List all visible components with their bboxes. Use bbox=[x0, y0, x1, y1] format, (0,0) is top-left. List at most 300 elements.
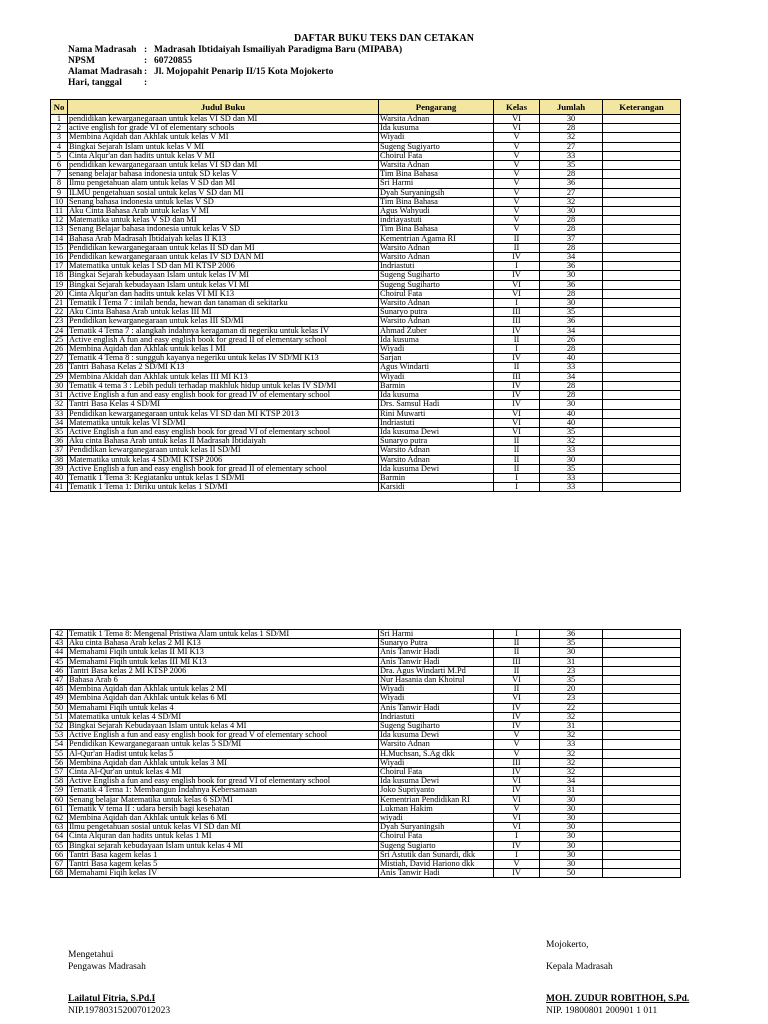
table-row bbox=[51, 243, 681, 252]
cell-no: 62 bbox=[51, 814, 68, 823]
info-label: NPSM bbox=[68, 56, 95, 66]
cell-quantity: 30 bbox=[540, 271, 603, 280]
table-row bbox=[51, 455, 681, 464]
cell-class: IV bbox=[494, 841, 540, 850]
cell-quantity: 32 bbox=[540, 197, 603, 206]
cell-title: Aku Cinta Bahasa Arab untuk kelas V MI bbox=[68, 207, 379, 216]
cell-title: Matematika untuk kelas V SD dan MI bbox=[68, 216, 379, 225]
cell-notes bbox=[603, 400, 681, 409]
cell-title: Pendidikan kewarganegaraan untuk kelas IV SD DAN MI bbox=[68, 253, 379, 262]
cell-notes bbox=[603, 473, 681, 482]
footer-place: Mojokerto, bbox=[546, 940, 589, 950]
cell-no: 68 bbox=[51, 869, 68, 878]
cell-no: 64 bbox=[51, 832, 68, 841]
cell-quantity: 30 bbox=[540, 814, 603, 823]
cell-author: Rini Muwarti bbox=[379, 409, 494, 418]
cell-author: Warsita Adnan bbox=[379, 115, 494, 124]
cell-class: V bbox=[494, 216, 540, 225]
cell-class: II bbox=[494, 437, 540, 446]
cell-notes bbox=[603, 216, 681, 225]
cell-no: 20 bbox=[51, 289, 68, 298]
cell-title: Cinta Alquran dan hadits untuk kelas 1 MI bbox=[68, 832, 379, 841]
cell-notes bbox=[603, 869, 681, 878]
cell-class: VI bbox=[494, 409, 540, 418]
cell-notes bbox=[603, 832, 681, 841]
cell-quantity: 30 bbox=[540, 115, 603, 124]
cell-no: 55 bbox=[51, 749, 68, 758]
cell-notes bbox=[603, 630, 681, 639]
cell-class: IV bbox=[494, 869, 540, 878]
cell-title: Matematika untuk kelas I SD dan MI KTSP 2006 bbox=[68, 262, 379, 271]
cell-author: Ida kusuma Dewi bbox=[379, 427, 494, 436]
cell-author: Choirul Fata bbox=[379, 832, 494, 841]
cell-no: 12 bbox=[51, 216, 68, 225]
cell-no: 15 bbox=[51, 243, 68, 252]
cell-class: IV bbox=[494, 391, 540, 400]
cell-class: V bbox=[494, 804, 540, 813]
cell-notes bbox=[603, 271, 681, 280]
table-row bbox=[51, 473, 681, 482]
table-row bbox=[51, 804, 681, 813]
cell-notes bbox=[603, 427, 681, 436]
cell-author: Ahmad Zuber bbox=[379, 326, 494, 335]
cell-no: 28 bbox=[51, 363, 68, 372]
table-row bbox=[51, 225, 681, 234]
cell-no: 16 bbox=[51, 253, 68, 262]
cell-no: 61 bbox=[51, 804, 68, 813]
cell-no: 2 bbox=[51, 124, 68, 133]
table-row bbox=[51, 841, 681, 850]
table-row bbox=[51, 289, 681, 298]
cell-author: Choirul Fata bbox=[379, 151, 494, 160]
cell-no: 41 bbox=[51, 483, 68, 492]
cell-quantity: 33 bbox=[540, 483, 603, 492]
cell-no: 21 bbox=[51, 299, 68, 308]
cell-quantity: 32 bbox=[540, 731, 603, 740]
cell-author: Ida kusuma bbox=[379, 391, 494, 400]
table-row bbox=[51, 317, 681, 326]
table-row bbox=[51, 234, 681, 243]
cell-no: 35 bbox=[51, 427, 68, 436]
cell-quantity: 36 bbox=[540, 317, 603, 326]
cell-author: Joko Supriyanto bbox=[379, 786, 494, 795]
cell-author: Dra. Agus Windarti M.Pd bbox=[379, 666, 494, 675]
table-row bbox=[51, 170, 681, 179]
info-value: 60720855 bbox=[154, 56, 192, 66]
cell-author: Kementrian Agama RI bbox=[379, 234, 494, 243]
cell-class: VI bbox=[494, 814, 540, 823]
cell-no: 27 bbox=[51, 354, 68, 363]
cell-no: 42 bbox=[51, 630, 68, 639]
cell-notes bbox=[603, 124, 681, 133]
cell-class: VI bbox=[494, 115, 540, 124]
cell-author: Barmin bbox=[379, 381, 494, 390]
cell-quantity: 30 bbox=[540, 841, 603, 850]
table-row bbox=[51, 850, 681, 859]
cell-no: 58 bbox=[51, 777, 68, 786]
cell-quantity: 40 bbox=[540, 409, 603, 418]
cell-notes bbox=[603, 804, 681, 813]
cell-title: Bahasa Arab 6 bbox=[68, 676, 379, 685]
table-row bbox=[51, 124, 681, 133]
cell-title: Active English a fun and easy english book for gread V of elementary school bbox=[68, 731, 379, 740]
cell-author: Anis Tanwir Hadi bbox=[379, 657, 494, 666]
table-row bbox=[51, 676, 681, 685]
cell-class: VI bbox=[494, 280, 540, 289]
cell-no: 34 bbox=[51, 418, 68, 427]
cell-notes bbox=[603, 464, 681, 473]
cell-quantity: 30 bbox=[540, 299, 603, 308]
cell-quantity: 28 bbox=[540, 381, 603, 390]
info-label: Alamat Madrasah bbox=[68, 67, 143, 77]
cell-no: 10 bbox=[51, 197, 68, 206]
cell-no: 6 bbox=[51, 161, 68, 170]
cell-class: II bbox=[494, 666, 540, 675]
cell-title: Memahami Fiqih untuk kelas III MI K13 bbox=[68, 657, 379, 666]
cell-notes bbox=[603, 253, 681, 262]
cell-quantity: 35 bbox=[540, 427, 603, 436]
cell-author: Sri Astutik dan Sunardi, dkk bbox=[379, 850, 494, 859]
cell-title: Aku cinta Bahasa Arab kelas 2 MI K13 bbox=[68, 639, 379, 648]
cell-title: Membina Aqidah dan Akhlak untuk kelas I MI bbox=[68, 345, 379, 354]
cell-title: Memahami Fiqih kelas IV bbox=[68, 869, 379, 878]
table-row bbox=[51, 869, 681, 878]
table-row bbox=[51, 768, 681, 777]
cell-quantity: 35 bbox=[540, 676, 603, 685]
cell-quantity: 33 bbox=[540, 740, 603, 749]
cell-notes bbox=[603, 243, 681, 252]
cell-class: II bbox=[494, 335, 540, 344]
cell-title: Tantri Basa kelas 2 MI KTSP 2006 bbox=[68, 666, 379, 675]
cell-class: V bbox=[494, 731, 540, 740]
cell-author: Sunaryo putra bbox=[379, 308, 494, 317]
cell-class: II bbox=[494, 648, 540, 657]
cell-class: I bbox=[494, 262, 540, 271]
cell-quantity: 40 bbox=[540, 354, 603, 363]
cell-author: Warsito Adnan bbox=[379, 243, 494, 252]
cell-title: Tematik 1 Tema 8: Mengenal Pristiwa Alam untuk kelas 1 SD/MI bbox=[68, 630, 379, 639]
info-school-name bbox=[68, 45, 402, 56]
cell-notes bbox=[603, 666, 681, 675]
cell-no: 53 bbox=[51, 731, 68, 740]
info-separator: : bbox=[144, 78, 148, 88]
cell-no: 57 bbox=[51, 768, 68, 777]
cell-notes bbox=[603, 648, 681, 657]
book-table-page-2 bbox=[50, 629, 681, 878]
cell-quantity: 30 bbox=[540, 804, 603, 813]
cell-title: Pendidikan kewarganegaraan untuk kelas III SD/MI bbox=[68, 317, 379, 326]
cell-class: II bbox=[494, 455, 540, 464]
cell-no: 8 bbox=[51, 179, 68, 188]
column-header-quantity: Jumlah bbox=[540, 100, 603, 115]
cell-no: 38 bbox=[51, 455, 68, 464]
cell-author: Warsito Adnan bbox=[379, 455, 494, 464]
cell-class: I bbox=[494, 832, 540, 841]
cell-class: VI bbox=[494, 289, 540, 298]
cell-title: Tantri Bahasa Kelas 2 SD/MI K13 bbox=[68, 363, 379, 372]
cell-notes bbox=[603, 372, 681, 381]
cell-title: Tematik 1 Tema 3: Kegiatanku untuk kelas 1 SD/MI bbox=[68, 473, 379, 482]
cell-quantity: 30 bbox=[540, 850, 603, 859]
cell-class: V bbox=[494, 161, 540, 170]
table-row bbox=[51, 391, 681, 400]
table-row bbox=[51, 823, 681, 832]
cell-class: II bbox=[494, 639, 540, 648]
cell-quantity: 27 bbox=[540, 142, 603, 151]
cell-quantity: 28 bbox=[540, 124, 603, 133]
cell-class: II bbox=[494, 446, 540, 455]
cell-quantity: 28 bbox=[540, 170, 603, 179]
cell-title: Memahami Fiqih untuk kelas 4 bbox=[68, 703, 379, 712]
cell-quantity: 32 bbox=[540, 749, 603, 758]
cell-author: Wiyadi bbox=[379, 345, 494, 354]
cell-quantity: 36 bbox=[540, 280, 603, 289]
table-row bbox=[51, 354, 681, 363]
cell-notes bbox=[603, 225, 681, 234]
cell-quantity: 30 bbox=[540, 860, 603, 869]
cell-notes bbox=[603, 363, 681, 372]
footer-supervisor-name: Lailatul Fitria, S.Pd.I bbox=[68, 994, 156, 1004]
cell-title: Pendidikan kewarganegaraan untuk kelas II SD dan MI bbox=[68, 243, 379, 252]
table-row bbox=[51, 115, 681, 124]
cell-title: senang belajar bahasa indonesia untuk SD kelas V bbox=[68, 170, 379, 179]
cell-notes bbox=[603, 188, 681, 197]
cell-author: Choirul Fata bbox=[379, 768, 494, 777]
table-row bbox=[51, 151, 681, 160]
cell-author: Agus Wahyudi bbox=[379, 207, 494, 216]
cell-quantity: 40 bbox=[540, 418, 603, 427]
cell-class: III bbox=[494, 372, 540, 381]
cell-no: 26 bbox=[51, 345, 68, 354]
cell-no: 67 bbox=[51, 860, 68, 869]
table-row bbox=[51, 777, 681, 786]
cell-title: Pendidikan kewarganegaraan untuk kelas II SD/MI bbox=[68, 446, 379, 455]
table-row bbox=[51, 363, 681, 372]
cell-class: II bbox=[494, 363, 540, 372]
cell-class: VI bbox=[494, 124, 540, 133]
cell-title: Tematik 4 Tema 7 : alangkah indahnya keragaman di negeriku untuk kelas IV bbox=[68, 326, 379, 335]
column-header-no: No bbox=[51, 100, 68, 115]
cell-quantity: 35 bbox=[540, 161, 603, 170]
table-row bbox=[51, 253, 681, 262]
cell-quantity: 35 bbox=[540, 639, 603, 648]
cell-no: 49 bbox=[51, 694, 68, 703]
cell-author: Drs. Samsul Hadi bbox=[379, 400, 494, 409]
cell-no: 66 bbox=[51, 850, 68, 859]
cell-quantity: 34 bbox=[540, 326, 603, 335]
cell-notes bbox=[603, 731, 681, 740]
footer-headmaster-title: Kepala Madrasah bbox=[546, 962, 613, 972]
cell-author: Kementrian Pendidikan RI bbox=[379, 795, 494, 804]
table-row bbox=[51, 666, 681, 675]
cell-no: 39 bbox=[51, 464, 68, 473]
cell-title: Tantri Basa kagem kelas 1 bbox=[68, 850, 379, 859]
table-row bbox=[51, 207, 681, 216]
cell-notes bbox=[603, 170, 681, 179]
cell-class: II bbox=[494, 234, 540, 243]
cell-quantity: 32 bbox=[540, 133, 603, 142]
cell-quantity: 30 bbox=[540, 455, 603, 464]
cell-author: Wiyadi bbox=[379, 694, 494, 703]
cell-no: 9 bbox=[51, 188, 68, 197]
cell-title: Cinta Alqur'an dan hadits untuk kelas VI MI K13 bbox=[68, 289, 379, 298]
cell-author: Ida kusuma bbox=[379, 124, 494, 133]
cell-author: Wiyadi bbox=[379, 372, 494, 381]
cell-no: 48 bbox=[51, 685, 68, 694]
cell-class: III bbox=[494, 657, 540, 666]
info-npsm bbox=[68, 56, 192, 67]
cell-author: Sugeng Sugiharto bbox=[379, 280, 494, 289]
cell-author: Ida kusuma Dewi bbox=[379, 777, 494, 786]
cell-quantity: 36 bbox=[540, 262, 603, 271]
cell-quantity: 28 bbox=[540, 216, 603, 225]
cell-title: Senang bahasa indonesia untuk kelas V SD bbox=[68, 197, 379, 206]
cell-author: Wiyadi bbox=[379, 758, 494, 767]
cell-notes bbox=[603, 483, 681, 492]
cell-notes bbox=[603, 335, 681, 344]
cell-no: 63 bbox=[51, 823, 68, 832]
table-row bbox=[51, 786, 681, 795]
cell-no: 18 bbox=[51, 271, 68, 280]
info-separator: : bbox=[144, 45, 148, 55]
cell-title: Tantri Basa kagem kelas 5 bbox=[68, 860, 379, 869]
cell-author: Wiyadi bbox=[379, 133, 494, 142]
cell-notes bbox=[603, 722, 681, 731]
table-header-row bbox=[51, 100, 681, 115]
cell-author: Dyah Suryaningsih bbox=[379, 188, 494, 197]
cell-no: 44 bbox=[51, 648, 68, 657]
cell-no: 50 bbox=[51, 703, 68, 712]
cell-notes bbox=[603, 262, 681, 271]
cell-notes bbox=[603, 446, 681, 455]
cell-title: Matematika untuk kelas 4 SD/MI bbox=[68, 712, 379, 721]
cell-author: Anis Tanwir Hadi bbox=[379, 648, 494, 657]
table-row bbox=[51, 814, 681, 823]
cell-title: Aku Cinta Bahasa Arab untuk kelas III MI bbox=[68, 308, 379, 317]
cell-notes bbox=[603, 437, 681, 446]
cell-quantity: 34 bbox=[540, 777, 603, 786]
column-header-class: Kelas bbox=[494, 100, 540, 115]
cell-quantity: 27 bbox=[540, 188, 603, 197]
cell-author: Dyah Suryaningsih bbox=[379, 823, 494, 832]
book-table-page-1 bbox=[50, 99, 681, 492]
cell-title: Bingkai Sejarah Kebudayaan Islam untuk kelas 4 MI bbox=[68, 722, 379, 731]
cell-title: Active English a fun and easy english book for gread II of elementary school bbox=[68, 464, 379, 473]
table-row bbox=[51, 381, 681, 390]
cell-notes bbox=[603, 133, 681, 142]
cell-class: IV bbox=[494, 400, 540, 409]
cell-no: 54 bbox=[51, 740, 68, 749]
cell-quantity: 30 bbox=[540, 823, 603, 832]
cell-quantity: 28 bbox=[540, 243, 603, 252]
cell-author: Sarjan bbox=[379, 354, 494, 363]
cell-author: Indriastuti bbox=[379, 262, 494, 271]
cell-class: I bbox=[494, 630, 540, 639]
cell-title: Active english A fun and easy english book for gread II of elementary school bbox=[68, 335, 379, 344]
info-value: Madrasah Ibtidaiyah Ismailiyah Paradigma Baru (MIPABA) bbox=[154, 45, 403, 55]
cell-class: V bbox=[494, 225, 540, 234]
cell-quantity: 36 bbox=[540, 630, 603, 639]
table-row bbox=[51, 418, 681, 427]
table-row bbox=[51, 308, 681, 317]
cell-class: III bbox=[494, 308, 540, 317]
cell-notes bbox=[603, 814, 681, 823]
cell-notes bbox=[603, 418, 681, 427]
cell-quantity: 34 bbox=[540, 372, 603, 381]
cell-author: Sunaryo Putra bbox=[379, 639, 494, 648]
cell-quantity: 37 bbox=[540, 234, 603, 243]
table-row bbox=[51, 832, 681, 841]
cell-class: VI bbox=[494, 823, 540, 832]
cell-class: II bbox=[494, 685, 540, 694]
cell-author: Nur Hasania dan Khoirul bbox=[379, 676, 494, 685]
cell-quantity: 28 bbox=[540, 345, 603, 354]
table-row bbox=[51, 648, 681, 657]
table-row bbox=[51, 345, 681, 354]
cell-quantity: 28 bbox=[540, 289, 603, 298]
cell-title: Membina Aqidah dan Akhlak untuk kelas 6 MI bbox=[68, 814, 379, 823]
cell-author: Warsito Adnan bbox=[379, 317, 494, 326]
cell-notes bbox=[603, 280, 681, 289]
info-label: Nama Madrasah bbox=[68, 45, 137, 55]
cell-class: V bbox=[494, 151, 540, 160]
cell-title: Membina Akidah dan Akhlak untuk kelas III MI K13 bbox=[68, 372, 379, 381]
cell-notes bbox=[603, 299, 681, 308]
cell-class: V bbox=[494, 179, 540, 188]
cell-no: 37 bbox=[51, 446, 68, 455]
table-row bbox=[51, 657, 681, 666]
cell-class: I bbox=[494, 473, 540, 482]
cell-no: 19 bbox=[51, 280, 68, 289]
cell-class: V bbox=[494, 197, 540, 206]
cell-class: IV bbox=[494, 381, 540, 390]
cell-notes bbox=[603, 161, 681, 170]
cell-quantity: 31 bbox=[540, 786, 603, 795]
cell-notes bbox=[603, 639, 681, 648]
footer-acknowledged: Mengetahui bbox=[68, 950, 114, 960]
cell-notes bbox=[603, 786, 681, 795]
cell-quantity: 36 bbox=[540, 179, 603, 188]
footer-headmaster-nip: NIP. 19800801 200901 1 011 bbox=[546, 1006, 658, 1016]
cell-no: 46 bbox=[51, 666, 68, 675]
cell-quantity: 28 bbox=[540, 391, 603, 400]
info-separator: : bbox=[144, 56, 148, 66]
cell-quantity: 33 bbox=[540, 363, 603, 372]
cell-title: Memahami Fiqih untuk kelas II MI K13 bbox=[68, 648, 379, 657]
cell-notes bbox=[603, 289, 681, 298]
cell-title: active english for grade VI of elementary schools bbox=[68, 124, 379, 133]
cell-author: Sri Harmi bbox=[379, 179, 494, 188]
cell-quantity: 30 bbox=[540, 795, 603, 804]
cell-title: Pendidikan Kewarganegaraan untuk kelas 5 SD/MI bbox=[68, 740, 379, 749]
cell-author: Sugeng Sugiharto bbox=[379, 722, 494, 731]
cell-notes bbox=[603, 850, 681, 859]
cell-no: 24 bbox=[51, 326, 68, 335]
cell-quantity: 23 bbox=[540, 694, 603, 703]
cell-notes bbox=[603, 703, 681, 712]
cell-author: Indriastuti bbox=[379, 712, 494, 721]
cell-notes bbox=[603, 740, 681, 749]
cell-title: Pendidikan kewarganegaraan untuk kelas VI SD dan MI KTSP 2013 bbox=[68, 409, 379, 418]
table-row bbox=[51, 197, 681, 206]
footer-supervisor-title: Pengawas Madrasah bbox=[68, 962, 146, 972]
cell-quantity: 30 bbox=[540, 832, 603, 841]
cell-author: Karsidi bbox=[379, 483, 494, 492]
cell-class: VI bbox=[494, 676, 540, 685]
cell-no: 4 bbox=[51, 142, 68, 151]
table-row bbox=[51, 372, 681, 381]
footer-headmaster-name: MOH. ZUDUR ROBITHOH, S.Pd. bbox=[546, 994, 690, 1004]
